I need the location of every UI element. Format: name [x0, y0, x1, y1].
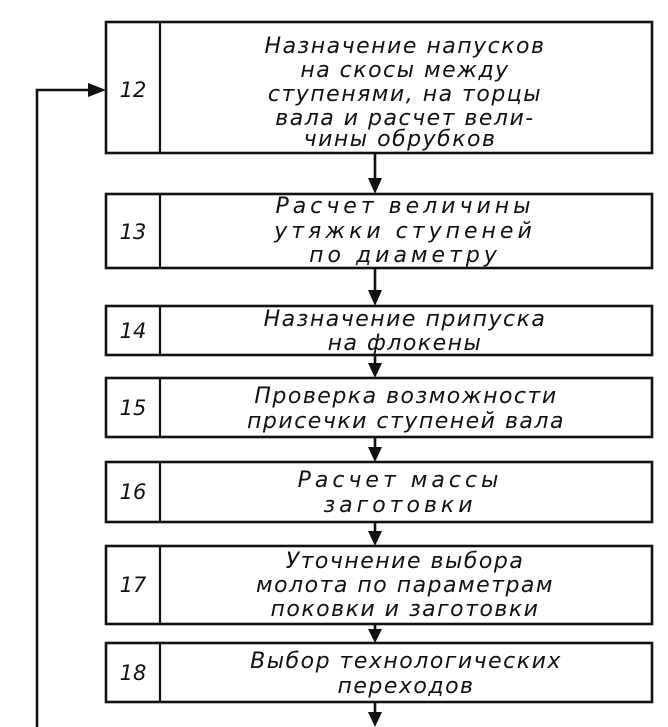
step-13	[106, 194, 652, 268]
step-12	[106, 22, 652, 153]
step-12-line-1: Назначение напусков	[264, 34, 546, 59]
feedback-loop-line	[37, 90, 92, 727]
step-18-line-1: Выбор технологических	[250, 649, 562, 674]
step-12-number: 12	[119, 78, 147, 102]
step-12-line-2: на скосы между	[300, 58, 510, 83]
step-16-number: 16	[119, 480, 147, 504]
connector-13-14-arrowhead	[368, 290, 382, 306]
step-13-line-1: Расчет величины	[275, 194, 535, 219]
step-18	[106, 643, 652, 702]
step-17-line-2: молота по параметрам	[255, 573, 555, 598]
step-17-line-1: Уточнение выбора	[285, 549, 525, 574]
connector-18-out-arrowhead	[368, 712, 382, 727]
feedback-loop-arrowhead	[88, 83, 106, 97]
step-15-number: 15	[119, 396, 147, 420]
step-16-line-2: заготовки	[323, 493, 477, 518]
step-14	[106, 306, 652, 356]
step-16-line-1: Расчет массы	[297, 468, 503, 493]
connector-14-15-arrowhead	[368, 363, 382, 378]
step-12-line-5: чины обрубков	[303, 127, 497, 152]
step-12-line-3: ступенями, на торцы	[267, 82, 543, 107]
step-17-number: 17	[119, 573, 147, 597]
step-16	[106, 462, 652, 522]
connector-17-18-arrowhead	[368, 629, 382, 643]
step-17-line-3: поковки и заготовки	[270, 597, 540, 622]
step-13-number: 13	[119, 220, 147, 244]
step-14-number: 14	[119, 319, 147, 343]
step-18-number: 18	[119, 661, 147, 685]
step-15	[106, 378, 652, 437]
step-17	[106, 546, 652, 624]
step-12-line-4: вала и расчет вели-	[275, 106, 535, 131]
step-14-line-1: Назначение припуска	[263, 307, 547, 332]
step-18-line-2: переходов	[337, 674, 475, 699]
step-13-line-2: утяжки ступеней	[274, 219, 536, 244]
step-14-line-2: на флокены	[327, 331, 483, 356]
connector-16-17-arrowhead	[368, 531, 382, 546]
step-15-line-2: присечки ступеней вала	[247, 409, 565, 434]
step-15-line-1: Проверка возможности	[254, 384, 558, 409]
connector-15-16-arrowhead	[368, 447, 382, 462]
connector-12-13-arrowhead	[368, 178, 382, 194]
step-13-line-3: по диаметру	[309, 243, 501, 268]
